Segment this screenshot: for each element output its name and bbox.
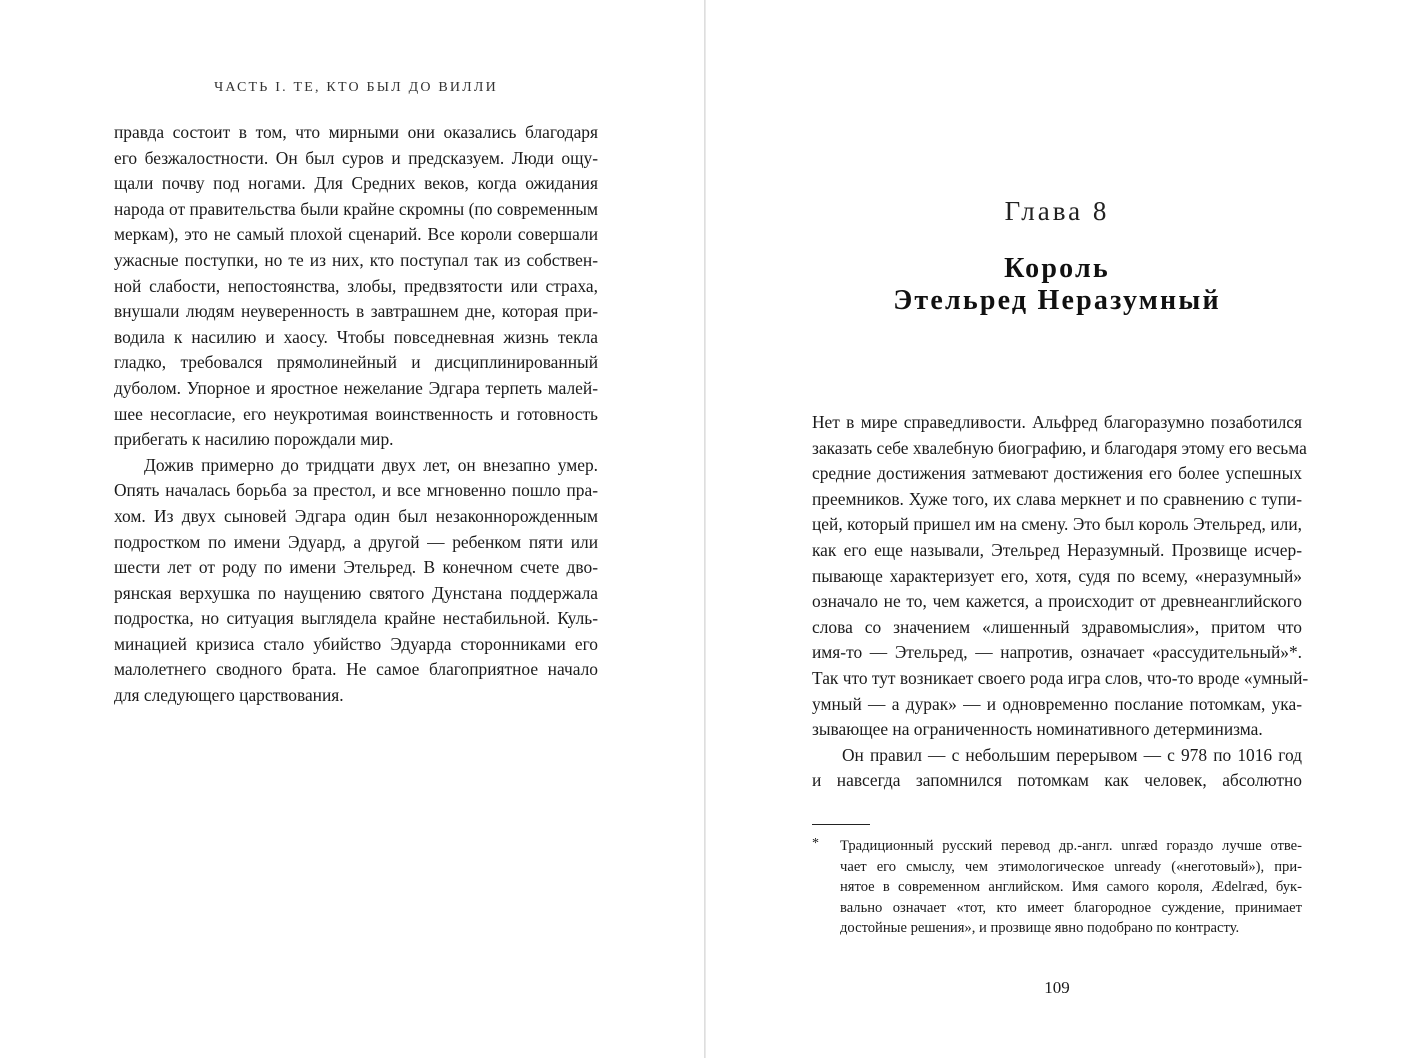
text-line: преемников. Хуже того, их слава меркнет и по сравнению с тупи- [812, 488, 1302, 509]
text-line: щали почву под ногами. Для Средних веков, когда ожидания [114, 173, 598, 194]
text-line: умный — а дурак» — и одновременно послание потомкам, ука- [812, 693, 1302, 714]
text-line: внушали людям неуверенность в завтрашнем дне, которая при- [114, 301, 598, 322]
chapter-title-line: Король [1004, 253, 1110, 284]
text-line: шее несогласие, его неукротимая воинственность и готовность [114, 403, 598, 424]
text-line: для следующего царствования. [114, 685, 344, 706]
text-line: Дожив примерно до тридцати двух лет, он внезапно умер. [144, 454, 598, 475]
footnote-line: достойные решения», и прозвище явно подобрано по контрасту. [840, 920, 1240, 937]
chapter-title-line: Этельред Неразумный [893, 285, 1221, 316]
text-line: пывающе характеризует его, хотя, судя по всему, «неразумный» [812, 565, 1302, 586]
left-page [0, 0, 704, 1058]
right-page [706, 0, 1410, 1058]
right-body-text [812, 410, 1309, 794]
running-head: ЧАСТЬ I. ТЕ, КТО БЫЛ ДО ВИЛЛИ [214, 80, 498, 95]
text-line: ужасные поступки, но те из них, кто поступал так из собствен- [114, 249, 598, 270]
text-line: меркам), это не самый плохой сценарий. Все короли совершали [114, 224, 598, 245]
text-line: его безжалостности. Он был суров и предсказуем. Люди ощу- [114, 147, 598, 168]
chapter-title [812, 253, 1302, 317]
text-line: заказать себе хвалебную биографию, и благодаря этому его весьма [812, 437, 1307, 458]
text-line: средние достижения затмевают достижения его более успешных [812, 463, 1302, 484]
text-line: ной слабости, непостоянства, злобы, предвзятости или страха, [114, 275, 598, 296]
text-line: рянская верхушка по наущению святого Дунстана поддержала [114, 582, 598, 603]
footnote-marker: * [812, 836, 819, 851]
footnote-line: Традиционный русский перевод др.-англ. unræd гораздо лучше отве- [840, 838, 1302, 854]
footnote-text [840, 836, 1302, 939]
text-line: минацией кризиса стало убийство Эдуарда сторонниками его [114, 633, 598, 654]
text-line: шести лет от роду по имени Этельред. В конечном счете дво- [114, 557, 598, 578]
text-line: правда состоит в том, что мирными они оказались благодаря [114, 122, 598, 142]
text-line: слова со значением «лишенный здравомыслия», притом что [812, 616, 1302, 637]
text-line: Он правил — с небольшим перерывом — с 978 по 1016 год [842, 744, 1302, 765]
footnote-line: вально означает «тот, кто имеет благородное суждение, принимает [840, 899, 1302, 916]
chapter-label: Глава 8 [1004, 196, 1110, 226]
text-line: означало не то, чем кажется, а происходит от древнеанглийского [812, 591, 1302, 612]
text-line: имя-то — Этельред, — напротив, означает «рассудительный»*. [812, 642, 1302, 663]
text-line: и навсегда запомнился потомкам как человек, абсолютно [812, 770, 1302, 791]
text-line: малолетнего сводного брата. Не самое благоприятное начало [114, 659, 598, 680]
text-line: цей, который пришел им на смену. Это был король Этельред, или, [812, 514, 1302, 535]
text-line: народа от правительства были крайне скромны (по современным [114, 198, 598, 219]
text-line: как его еще называли, Этельред Неразумный. Прозвище исчер- [812, 539, 1302, 560]
text-line: Опять началась борьба за престол, и все мгновенно пошло пра- [114, 480, 598, 501]
text-line: подростком по имени Эдуард, а другой — ребенком пяти или [114, 531, 598, 552]
footnote-rule [812, 824, 870, 825]
text-line: зывающее на ограниченность номинативного детерминизма. [812, 719, 1263, 740]
text-line: гладко, требовался прямолинейный и дисциплинированный [114, 352, 598, 373]
text-line: Так что тут возникает своего рода игра слов, что-то вроде «умный- [812, 667, 1309, 688]
text-line: подростка, но ситуация выглядела крайне нестабильной. Куль- [114, 608, 598, 629]
text-line: хом. Из двух сыновей Эдгара один был незаконнорожденным [114, 505, 598, 526]
text-line: водила к насилию и хаосу. Чтобы повседневная жизнь текла [114, 326, 598, 347]
text-line: Нет в мире справедливости. Альфред благоразумно позаботился [812, 412, 1302, 432]
footnote-line: чает его смыслу, чем этимологическое unready («неготовый»), при- [840, 858, 1302, 875]
text-line: дуболом. Упорное и яростное нежелание Эдгара терпеть малей- [114, 377, 598, 398]
footnote-line: нятое в современном английском. Имя самого короля, Ædelræd, бук- [840, 879, 1302, 896]
left-body-text [114, 120, 598, 709]
page-number: 109 [1044, 978, 1070, 997]
text-line: прибегать к насилию порождали мир. [114, 429, 394, 450]
